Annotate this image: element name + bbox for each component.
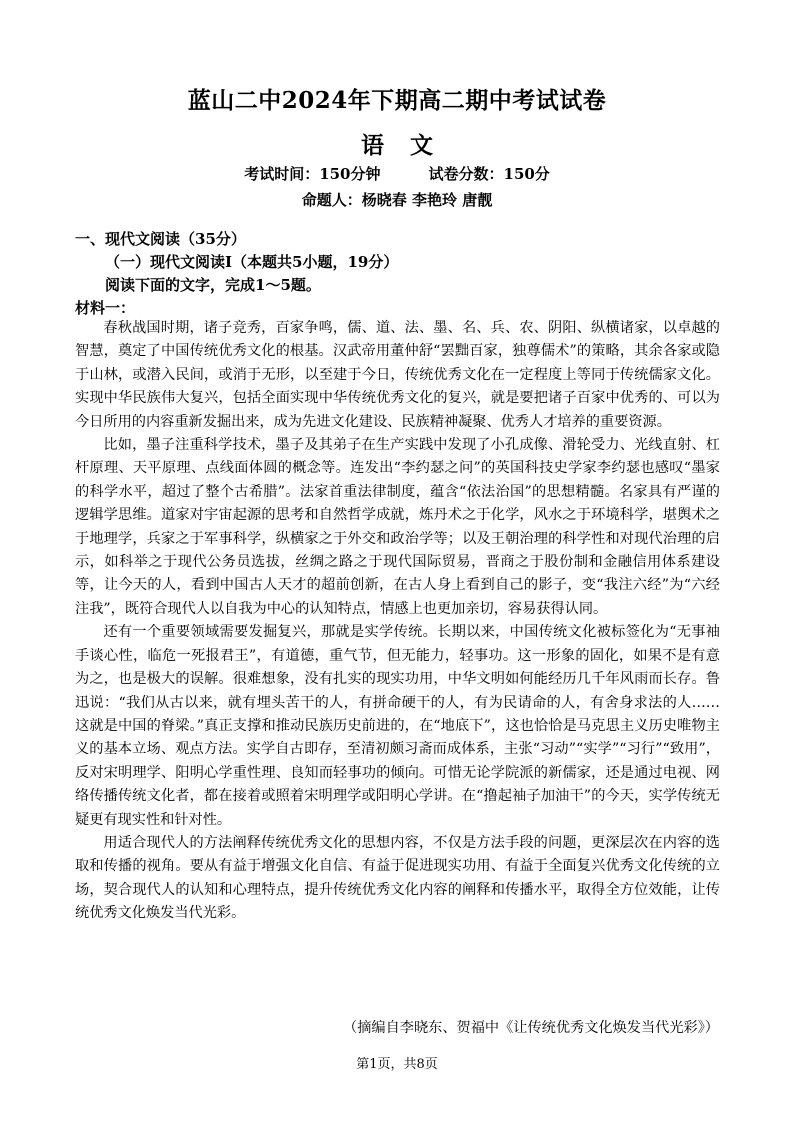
paragraph: 还有一个重要领域需要发掘复兴，那就是实学传统。长期以来，中国传统文化被标签化为“无事袖手谈心性，临危一死报君王”，有道德，重气节，但无能力，轻事功。这一形象的固化，如果不是有意为之，也是极大的误解。很难想象，没有扎实的现实功用，中华文明如何能经历几千年风雨而长存。鲁迅说：“我们从古以来，就有埋头苦干的人，有拼命硬干的人，有为民请命的人，有舍身求法的人……这就是中国的脊梁。”真正支撑和推动民族历史前进的，在“地底下”，这也恰恰是马克思主义历史唯物主义的基本立场、观点方法。实学自古即存，至清初颇习斋而成体系，主张“习动”“实学”“习行”“致用”，反对宋明理学、阳明心学重性理、良知而轻事功的倾向。可惜无论学院派的新儒家，还是通过电视、网络传播传统文化者，都在接着或照着宋明理学或阳明心学讲。在“撸起袖子加油干”的今天，实学传统无疑更有现实性和针对性。	[75, 624, 720, 828]
page-footer: 第1页，共8页	[356, 1057, 438, 1072]
reading-instruction: 阅读下面的文字，完成1～5题。	[105, 276, 321, 294]
exam-meta	[0, 163, 794, 184]
source-citation: （摘编自李晓东、贺福中《让传统优秀文化焕发当代光彩》）	[343, 1020, 719, 1036]
exam-time: 考试时间：150分钟	[244, 165, 381, 183]
total-score: 试卷分数：150分	[428, 165, 550, 183]
paragraph: 用适合现代人的方法阐释传统优秀文化的思想内容，不仅是方法手段的问题，更深层次在内容的选取和传播的视角。要从有益于增强文化自信、有益于促进现实功用、有益于全面复兴优秀文化传统的立场，契合现代人的认知和心理特点，提升传统优秀文化内容的阐释和传播水平，取得全方位效能，让传统优秀文化焕发当代光彩。	[75, 834, 720, 922]
paragraph: 春秋战国时期，诸子竞秀，百家争鸣，儒、道、法、墨、名、兵、农、阴阳、纵横诸家，以卓越的智慧，奠定了中国传统优秀文化的根基。汉武帝用董仲舒“罢黜百家，独尊儒术”的策略，其余各家或隐于山林，或潜入民间，或消于无形，以至建于今日，传统优秀文化在一定程度上等同于传统儒家文化。实现中华民族伟大复兴，包括全面实现中华传统优秀文化的复兴，就是要把诸子百家中优秀的、可以为今日所用的内容重新发掘出来，成为先进文化建设、民族精神凝聚、优秀人才培养的重要资源。	[75, 320, 720, 430]
exam-title: 蓝山二中2024年下期高二期中考试试卷	[187, 87, 607, 114]
paragraph: 比如，墨子注重科学技术，墨子及其弟子在生产实践中发现了小孔成像、滑轮受力、光线直射、杠杆原理、天平原理、点线面体圆的概念等。连发出“李约瑟之问”的英国科技史学家李约瑟也感叹“墨家的科学水平，超过了整个古希腊”。法家首重法律制度，蕴含“依法治国”的思想精髓。名家具有严谨的逻辑学思维。道家对宇宙起源的思考和自然哲学成就，炼丹术之于化学，风水之于环境科学，堪舆术之于地理学，兵家之于军事科学，纵横家之于外交和政治学等；以及王朝治理的科学性和对现代治理的启示，如科举之于现代公务员选拔，丝绸之路之于现代国际贸易，晋商之于股份制和金融信用体系建设等，让今天的人，看到中国古人天才的超前创新，在古人身上看到自己的影子，变“我注六经”为“六经注我”，既符合现代人以自我为中心的认知特点，情感上也更加亲切，容易获得认同。	[75, 437, 720, 617]
subsection-heading: （一）现代文阅读Ⅰ（本题共5小题，19分）	[105, 253, 399, 271]
subject-title: 语文	[361, 132, 459, 159]
section-heading: 一、现代文阅读（35分）	[75, 230, 246, 248]
material-text	[75, 317, 720, 926]
authors: 命题人：杨晓春 李艳玲 唐靓	[301, 191, 493, 209]
material-label: 材料一：	[75, 299, 136, 317]
